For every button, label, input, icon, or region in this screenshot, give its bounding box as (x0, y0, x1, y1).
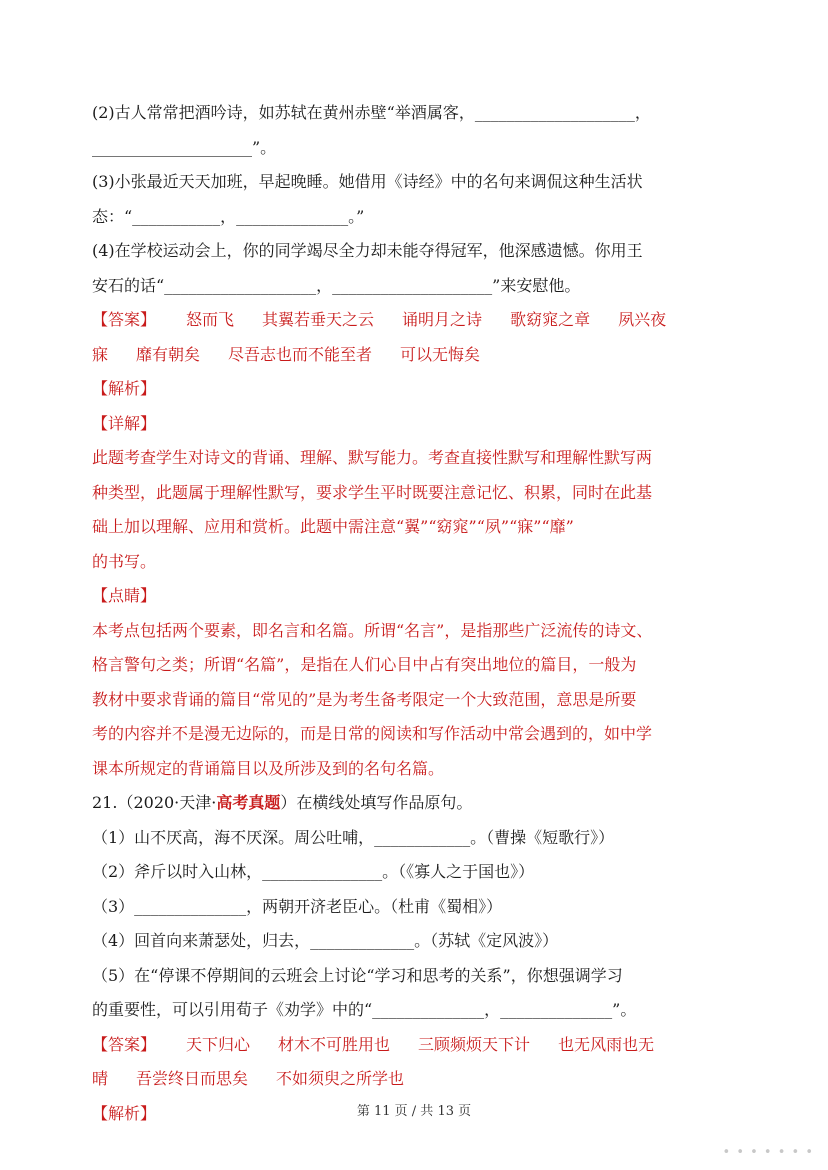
q21-source-prefix: （2020·天津· (117, 793, 217, 812)
q21-item: （2）斧斤以时入山林，_______________。（《寡人之于国也》） (92, 862, 535, 881)
q20-answer-line1 (92, 303, 732, 338)
answer-item: 不如须臾之所学也 (276, 1069, 405, 1088)
q20-analysis-label: 【解析】 (92, 379, 157, 398)
answer-item: 可以无悔矣 (400, 344, 481, 364)
q20-point-line: 考的内容并不是漫无边际的，而是日常的阅读和写作活动中常会遇到的，如中学 (92, 724, 653, 743)
page-footer: 第 11 页 / 共 13 页 (356, 1104, 472, 1119)
q20-item4-line1: (4)在学校运动会上，你的同学竭尽全力却未能夺得冠军，他深感遗憾。你用王 (92, 241, 643, 260)
q21-heading (92, 786, 732, 821)
q20-point-line: 教材中要求背诵的篇目“常见的”是为考生备考限定一个大致范围，意思是所要 (92, 689, 637, 709)
q20-detail-line: 础上加以理解、应用和赏析。此题中需注意“翼”“窈窕”“夙”“寐”“靡” (92, 517, 574, 536)
answer-item: 其翼若垂天之云 (262, 310, 375, 329)
q21-analysis-label: 【解析】 (92, 1103, 157, 1123)
watermark-dots: • • • • • • • (722, 1145, 814, 1160)
q21-source-suffix: ）在横线处填写作品原句。 (280, 793, 473, 812)
q20-item3-line2: 态：“___________，______________。” (92, 206, 365, 226)
answer-item: 三顾频烦天下计 (418, 1034, 531, 1054)
q21-item: （3）______________，两朝开济老臣心。（杜甫《蜀相》） (92, 896, 503, 916)
answer-label: 【答案】 (92, 310, 157, 329)
q21-source-tag: 高考真题 (216, 793, 281, 812)
answer-item: 靡有朝矣 (136, 344, 201, 364)
q21-item: （4）回首向来萧瑟处，归去，_____________。（苏轼《定风波》） (92, 931, 559, 950)
answer-item: 尽吾志也而不能至者 (228, 344, 373, 364)
q21-item5-line2: 的重要性，可以引用荀子《劝学》中的“______________，______________”。 (92, 1000, 637, 1019)
q20-detail-line: 的书写。 (92, 551, 157, 571)
q20-item2-line2: ____________________”。 (92, 137, 277, 157)
answer-label: 【答案】 (92, 1034, 157, 1054)
answer-item: 夙兴夜 (618, 310, 667, 329)
q21-number: 21. (92, 793, 118, 812)
q21-item5-line1: （5）在“停课不停期间的云班会上讨论“学习和思考的关系”，你想强调学习 (92, 965, 623, 985)
q20-item3-line1: (3)小张最近天天加班，早起晚睡。她借用《诗经》中的名句来调侃这种生活状 (92, 172, 643, 191)
q20-detail-line: 种类型，此题属于理解性默写，要求学生平时既要注意记忆、积累，同时在此基 (92, 482, 653, 502)
q20-point-label: 【点睛】 (92, 586, 157, 605)
answer-item: 晴 (92, 1069, 109, 1088)
q21-answer-line1 (92, 1028, 732, 1063)
page-content (92, 96, 732, 1131)
q20-item4-line2: 安石的话“___________________，____________________”来安慰他。 (92, 275, 581, 295)
q21-item: （1）山不厌高，海不厌深。周公吐哺，____________。（曹操《短歌行》） (92, 827, 615, 847)
q20-point-line: 课本所规定的背诵篇目以及所涉及到的名句名篇。 (92, 758, 445, 778)
answer-item: 吾尝终日而思矣 (136, 1069, 249, 1088)
answer-item: 诵明月之诗 (402, 310, 483, 329)
q21-answer-line2 (92, 1062, 732, 1097)
q20-point-line: 格言警句之类；所谓“名篇”，是指在人们心目中占有突出地位的篇目，一般为 (92, 655, 637, 674)
answer-item: 材木不可胜用也 (278, 1034, 391, 1054)
q20-detail-line: 此题考查学生对诗文的背诵、理解、默写能力。考查直接性默写和理解性默写两 (92, 448, 653, 467)
answer-item: 也无风雨也无 (558, 1034, 655, 1054)
q20-item2-line1: (2)古人常常把酒吟诗，如苏轼在黄州赤壁“举酒属客，____________________， (92, 103, 651, 122)
answer-item: 天下归心 (186, 1034, 251, 1054)
answer-item: 怒而飞 (186, 310, 235, 329)
q20-detail-label: 【详解】 (92, 413, 157, 433)
answer-item: 寐 (92, 344, 109, 364)
q20-answer-line2 (92, 338, 732, 373)
q20-point-line: 本考点包括两个要素，即名言和名篇。所谓“名言”，是指那些广泛流传的诗文、 (92, 620, 653, 640)
answer-item: 歌窈窕之章 (510, 310, 591, 329)
